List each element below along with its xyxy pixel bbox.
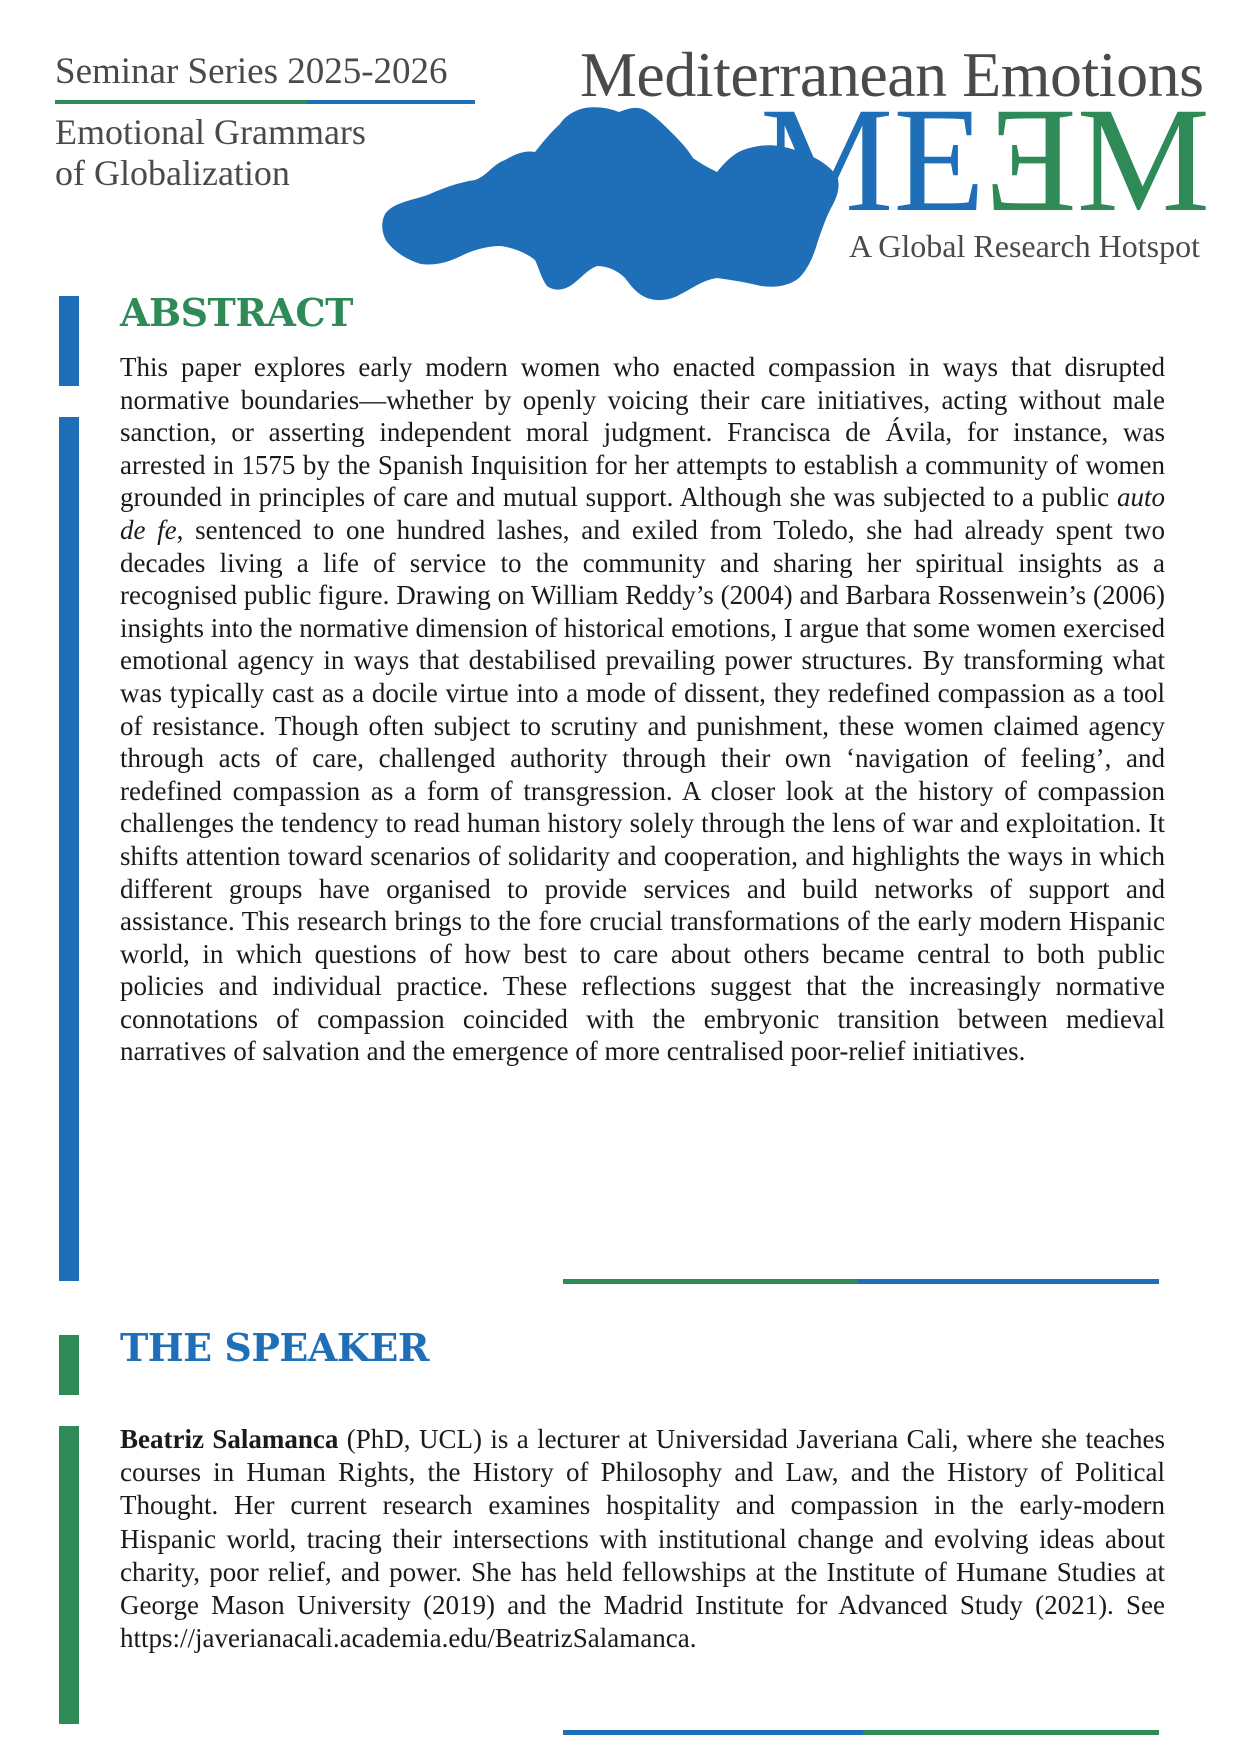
abstract-accent-bar-top [59,296,79,386]
series-title: Seminar Series 2025-2026 [55,51,448,92]
speaker-accent-bar [59,1426,79,1724]
abstract-text-1: This paper explores early modern women who enacted compassion in ways that disrupted normative boundaries—whether by openly voicing their care initiatives, acting without male sanction, or asserting independent moral judgment. Francisca de Ávila, for instance, was arrested in 1575 by the Spanish Inquisition for her attempts to establish a community of women grounded in principles of care and mutual support. Although she was subjected to a public [120,352,1165,513]
speaker-heading: THE SPEAKER [120,1325,429,1370]
speaker-bio [120,1423,1165,1655]
brand-title: Mediterranean Emotions [580,39,1204,110]
abstract-text-2: , sentenced to one hundred lashes, and exiled from Toledo, she had already spent two decades living a life of service to the community and sharing her spiritual insights as a recognised public figure. Drawing on William Reddy’s (2004) and Barbara Rossenwein’s (2006) insights into the normative dimension of historical emotions, I argue that some women exercised emotional agency in ways that destabilised prevailing power structures. By transforming what was typically cast as a docile virtue into a mode of dissent, they redefined compassion as a tool of resistance. Though often subject to scrutiny and punishment, these women claimed agency through acts of care, challenged authority through their own ‘navigation of feeling’, and redefined compassion as a form of transgression. A closer look at the history of compassion challenges the tendency to read human history solely through the lens of war and exploitation. It shifts attention toward scenarios of solidarity and cooperation, and highlights the ways in which different groups have organised to provide services and build networks of support and assistance. This research brings to the fore crucial transformations of the early modern Hispanic world, in which questions of how best to care about others became central to both public policies and individual practice. These reflections suggest that the increasingly normative connotations of compassion coincided with the embryonic transition between medieval narratives of salvation and the emergence of more centralised poor-relief initiatives. [120,514,1165,1067]
abstract-body [120,351,1165,1068]
logo-letter-e1: E [893,77,986,243]
abstract-divider [563,1279,1159,1284]
logo-letter-m1: M [760,77,894,243]
speaker-divider [563,1730,1159,1735]
speaker-bio-text: (PhD, UCL) is a lecturer at Universidad Javeriana Cali, where she teaches courses in Human Rights, the History of Philosophy and Law, and the History of Political Thought. Her current research examines hospitality and compassion in the early-modern Hispanic world, tracing their intersections with institutional change and evolving ideas about charity, poor relief, and power. She has held fellowships at the Institute of Humane Studies at George Mason University (2019) and the Madrid Institute for Advanced Study (2021). See https://javerianacali.academia.edu/BeatrizSalamanca. [120,1424,1165,1654]
abstract-italic-term: auto de fe [120,482,1165,545]
speaker-accent-bar-top [59,1335,79,1395]
speaker-name: Beatriz Salamanca [120,1424,339,1454]
subtitle-line-1: Emotional Grammars [55,112,366,152]
brand-tagline: A Global Research Hotspot [848,228,1200,264]
subtitle-line-2: of Globalization [55,153,290,193]
abstract-heading: ABSTRACT [120,290,353,335]
meem-logo [760,77,1211,243]
abstract-accent-bar [59,417,79,1281]
logo-letter-e2: E [985,77,1077,243]
logo-letter-m2: M [1076,77,1211,243]
